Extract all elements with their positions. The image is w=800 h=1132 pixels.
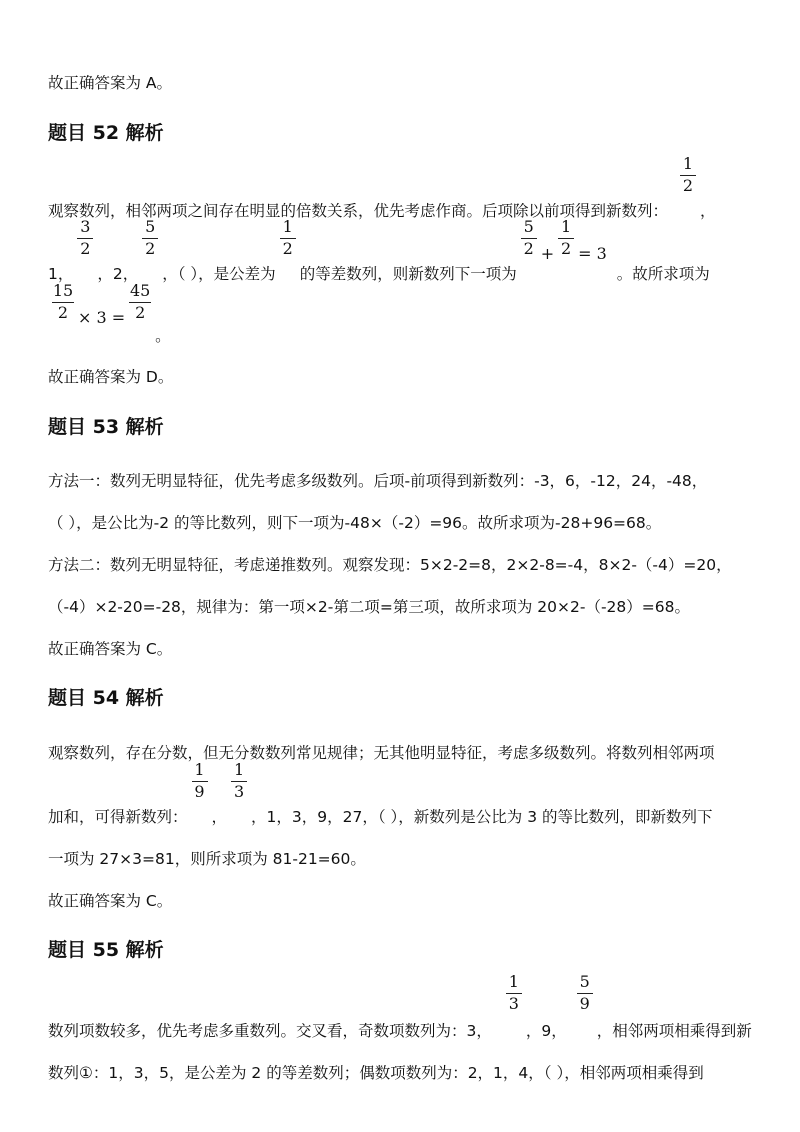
answer-text: 故正确答案为 A。 xyxy=(48,74,173,92)
heading-q52: 题目 52 解析 xyxy=(48,122,164,144)
text: 方法一：数列无明显特征，优先考虑多级数列。后项-前项得到新数列：-3，6，-12，24，-48， xyxy=(48,472,708,490)
plus-sign: + xyxy=(540,244,555,263)
text: ，9， xyxy=(525,1022,567,1040)
text: 数列项数较多，优先考虑多重数列。交叉看，奇数项数列为：3， xyxy=(48,1022,492,1040)
text: ，2， xyxy=(97,265,139,283)
text: （ ），是公比为-2 的等比数列，则下一项为-48×（-2）=96。故所求项为-28+96=68。 xyxy=(48,514,662,532)
text: ，1，3，9，27，（ ），新数列是公比为 3 的等比数列，即新数列下 xyxy=(251,808,713,826)
heading-q55: 题目 55 解析 xyxy=(48,939,164,961)
answer-text: 故正确答案为 C。 xyxy=(48,892,173,910)
answer-text: 故正确答案为 C。 xyxy=(48,640,173,658)
text: ， xyxy=(700,202,716,220)
text: 观察数列，相邻两项之间存在明显的倍数关系，优先考虑作商。后项除以前项得到新数列： xyxy=(48,202,669,220)
text: 数列①：1，3，5，是公差为 2 的等差数列；偶数项数列为：2，1，4，（ ），相邻两项相乘得到 xyxy=(48,1064,704,1082)
text: （-4）×2-20=-28，规律为：第一项×2-第二项=第三项，故所求项为 20×2-（-28）=68。 xyxy=(48,598,690,616)
text: 。故所求项为 xyxy=(616,265,710,283)
answer-text: 故正确答案为 D。 xyxy=(48,368,174,386)
text: 的等差数列，则新数列下一项为 xyxy=(299,265,517,283)
times-three: × 3 = xyxy=(78,308,126,327)
text: 1， xyxy=(48,265,74,283)
text: 加和，可得新数列： xyxy=(48,808,188,826)
heading-q54: 题目 54 解析 xyxy=(48,687,164,709)
document-page: 故正确答案为 A。 题目 52 解析 观察数列，相邻两项之间存在明显的倍数关系，优先考虑作商。后项除以前项得到新数列： $\frac{1}{2}$ ， 1， $\frac{3}{2}$ ，2， $\frac{5}{2}$ ，（ ），是公差为 $\frac{1}{2}$ 的等差数列，则新数列下一项为 $\frac{5}{2}$ + $\frac{1}{2}$ = 3。故所求项为 $\frac{15}{2}$ × 3 = $\frac{45}{2}$ 。 故正确答案为 D。 题目 53 解析 方法一：数列无明显特征，优先考虑多级数列。后项-前项得到新数列：-3，6，-12，24，-48， （ ），是公比为-2 的等比数列，则下一项为-48×（-2）=96。故所求项为-28+96=68。 方法二：数列无明显特征，考虑递推数列。观察发现：5×2-2=8，2×2-8=-4，8×2-（-4）=20， （-4）×2-20=-28，规律为：第一项×2-第二项=第三项，故所求项为 20×2-（-28）=68。 故正确答案为 C。 题目 54 解析 观察数列，存在分数，但无分数数列常见规律；无其他明显特征，考虑多级数列。将数列相邻两项 加和，可得新数列： $\frac{1}{9}$ ， $\frac{1}{3}$ ，1，3，9，27，（ ），新数列是公比为 3 的等比数列，即新数列下 一项为 27×3=81，则所求项为 81-21=60。 故正确答案为 C。 题目 55 解析 数列项数较多，优先考虑多重数列。交叉看，奇数项数列为：3， $\frac{1}{3}$ ，9， $\frac{5}{9}$ ，相邻两项相乘得到新 数列①：1，3，5，是公差为 2 的等差数列；偶数项数列为：2，1，4，（ ），相邻两项相乘得到 xyxy=(48,74,752,1082)
heading-q53: 题目 53 解析 xyxy=(48,416,164,438)
text: ，相邻两项相乘得到新 xyxy=(596,1022,752,1040)
text: 观察数列，存在分数，但无分数数列常见规律；无其他明显特征，考虑多级数列。将数列相邻两项 xyxy=(48,744,715,762)
text: 方法二：数列无明显特征，考虑递推数列。观察发现：5×2-2=8，2×2-8=-4，8×2-（-4）=20， xyxy=(48,556,732,574)
text: 一项为 27×3=81，则所求项为 81-21=60。 xyxy=(48,850,366,868)
text: ，（ ），是公差为 xyxy=(162,265,276,283)
text: ， xyxy=(211,808,228,826)
equals-three: = 3 xyxy=(578,244,607,263)
text: 。 xyxy=(155,327,171,345)
